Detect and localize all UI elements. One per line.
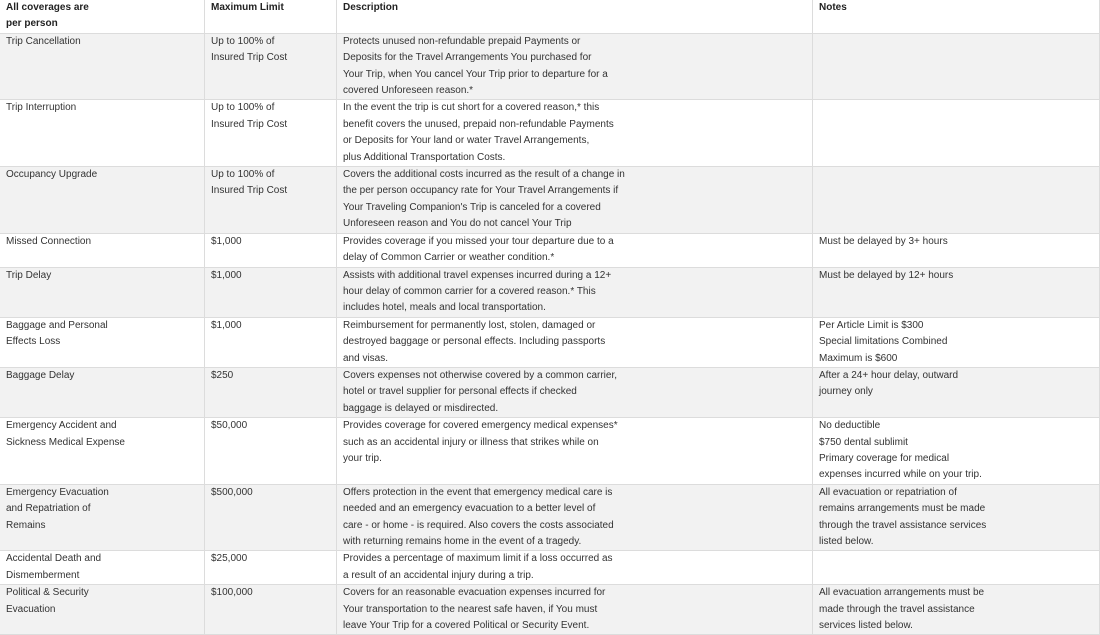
description-text: Offers protection in the event that emergency medical care is: [343, 486, 613, 498]
notes-text: Primary coverage for medical: [819, 452, 950, 464]
limit-text: Insured Trip Cost: [211, 52, 288, 64]
notes-text: After a 24+ hour delay, outward: [819, 369, 959, 381]
coverage-text: and Repatriation of: [6, 503, 91, 515]
notes-text: $750 dental sublimit: [819, 436, 908, 448]
table-row: [0, 267, 1100, 317]
table-row: [0, 418, 1100, 485]
notes-text: All evacuation arrangements must be: [819, 587, 985, 599]
limit-cell: [205, 33, 337, 100]
description-text: covered Unforeseen reason.*: [343, 85, 474, 97]
coverage-cell: [0, 100, 205, 167]
coverage-text: Trip Cancellation: [6, 35, 81, 47]
description-text: destroyed baggage or personal effects. Including passports: [343, 336, 606, 348]
notes-text: remains arrangements must be made: [819, 503, 986, 515]
coverage-cell: [0, 167, 205, 234]
limit-cell: [205, 585, 337, 635]
table-row: [0, 585, 1100, 635]
description-text: includes hotel, meals and local transportation.: [343, 302, 546, 314]
notes-text: listed below.: [819, 536, 874, 547]
notes-text: Per Article Limit is $300: [819, 319, 924, 331]
description-cell: [337, 233, 813, 267]
notes-cell: [813, 551, 1100, 585]
description-text: plus Additional Transportation Costs.: [343, 151, 506, 163]
description-text: a result of an accidental injury during a trip.: [343, 569, 534, 581]
description-text: Provides a percentage of maximum limit if a loss occurred as: [343, 553, 613, 565]
description-text: hotel or travel supplier for personal effects if checked: [343, 386, 577, 398]
coverage-text: Dismemberment: [6, 569, 80, 581]
coverage-text: Baggage and Personal: [6, 319, 108, 331]
limit-cell: [205, 484, 337, 551]
coverage-text: Effects Loss: [6, 336, 61, 348]
table-row: [0, 33, 1100, 100]
coverage-text: Remains: [6, 519, 46, 531]
description-text: needed and an emergency evacuation to a better level of: [343, 503, 596, 515]
description-cell: [337, 551, 813, 585]
notes-cell: [813, 317, 1100, 367]
coverage-cell: [0, 585, 205, 635]
description-cell: [337, 33, 813, 100]
column-header-description: [337, 0, 813, 33]
column-header-coverage: [0, 0, 205, 33]
description-text: and visas.: [343, 352, 389, 364]
notes-cell: [813, 418, 1100, 485]
table-row: [0, 484, 1100, 551]
table-row: [0, 551, 1100, 585]
limit-cell: [205, 167, 337, 234]
description-cell: [337, 317, 813, 367]
notes-text: Maximum is $600: [819, 352, 898, 364]
notes-cell: [813, 167, 1100, 234]
limit-text: $25,000: [211, 553, 248, 565]
description-text: Unforeseen reason and You do not cancel Your Trip: [343, 218, 572, 230]
description-text: Your Traveling Companion's Trip is canceled for a covered: [343, 201, 601, 213]
limit-cell: [205, 367, 337, 417]
notes-text: journey only: [819, 386, 873, 398]
limit-cell: [205, 317, 337, 367]
description-text: Protects unused non-refundable prepaid Payments or: [343, 35, 581, 47]
header-row: [0, 0, 1100, 33]
description-text: Provides coverage if you missed your tour departure due to a: [343, 235, 614, 247]
description-text: care - or home - is required. Also covers the costs associated: [343, 519, 614, 531]
description-cell: [337, 267, 813, 317]
description-cell: [337, 367, 813, 417]
limit-cell: [205, 100, 337, 167]
coverage-text: Missed Connection: [6, 235, 92, 247]
coverage-text: Baggage Delay: [6, 369, 75, 381]
notes-text: Must be delayed by 12+ hours: [819, 269, 954, 281]
notes-cell: [813, 33, 1100, 100]
limit-text: Up to 100% of: [211, 102, 275, 114]
limit-text: Insured Trip Cost: [211, 118, 288, 130]
notes-cell: [813, 367, 1100, 417]
description-text: Covers for an reasonable evacuation expenses incurred for: [343, 587, 606, 599]
description-text: the per person occupancy rate for Your Travel Arrangements if: [343, 185, 619, 197]
description-text: Your transportation to the nearest safe haven, if You must: [343, 603, 598, 615]
notes-text: All evacuation or repatriation of: [819, 486, 957, 498]
coverage-text: Accidental Death and: [6, 553, 102, 565]
description-text: In the event the trip is cut short for a covered reason,* this: [343, 102, 600, 114]
notes-cell: [813, 233, 1100, 267]
notes-cell: [813, 267, 1100, 317]
coverage-text: Trip Interruption: [6, 102, 77, 114]
limit-cell: [205, 233, 337, 267]
description-text: such as an accidental injury or illness that strikes while on: [343, 436, 599, 448]
limit-text: $1,000: [211, 269, 242, 281]
table-row: [0, 167, 1100, 234]
notes-cell: [813, 484, 1100, 551]
description-text: Deposits for the Travel Arrangements You purchased for: [343, 52, 592, 64]
description-text: or Deposits for Your land or water Travel Arrangements,: [343, 135, 590, 147]
limit-cell: [205, 418, 337, 485]
coverage-cell: [0, 317, 205, 367]
coverage-text: Occupancy Upgrade: [6, 169, 98, 181]
coverage-cell: [0, 33, 205, 100]
limit-cell: [205, 267, 337, 317]
description-text: benefit covers the unused, prepaid non-refundable Payments: [343, 118, 614, 130]
coverage-text: Emergency Accident and: [6, 420, 117, 432]
coverage-text: Emergency Evacuation: [6, 486, 109, 498]
limit-text: $500,000: [211, 486, 253, 498]
limit-text: $250: [211, 369, 234, 381]
description-text: Assists with additional travel expenses incurred during a 12+: [343, 269, 612, 281]
notes-text: expenses incurred while on your trip.: [819, 469, 982, 481]
description-cell: [337, 100, 813, 167]
description-cell: [337, 167, 813, 234]
description-text: Provides coverage for covered emergency medical expenses*: [343, 420, 618, 432]
description-text: your trip.: [343, 452, 382, 464]
limit-text: Up to 100% of: [211, 169, 275, 181]
notes-text: through the travel assistance services: [819, 519, 987, 531]
coverage-cell: [0, 233, 205, 267]
table-row: [0, 233, 1100, 267]
description-text: Covers expenses not otherwise covered by a common carrier,: [343, 369, 618, 381]
header-text: Description: [343, 2, 399, 13]
coverage-text: Trip Delay: [6, 269, 52, 281]
table-row: [0, 317, 1100, 367]
notes-text: No deductible: [819, 420, 881, 432]
coverage-text: Evacuation: [6, 603, 56, 615]
description-text: with returning remains home in the event of a tragedy.: [343, 536, 582, 547]
description-text: hour delay of common carrier for a covered reason.* This: [343, 285, 596, 297]
notes-cell: [813, 585, 1100, 635]
notes-text: made through the travel assistance: [819, 603, 975, 615]
description-cell: [337, 484, 813, 551]
limit-text: $1,000: [211, 319, 242, 331]
header-text: Maximum Limit: [211, 2, 284, 13]
notes-text: services listed below.: [819, 620, 913, 632]
description-cell: [337, 418, 813, 485]
header-text: Notes: [819, 2, 847, 13]
coverage-cell: [0, 551, 205, 585]
notes-text: Must be delayed by 3+ hours: [819, 235, 948, 247]
limit-text: $50,000: [211, 420, 248, 432]
coverage-cell: [0, 484, 205, 551]
coverage-cell: [0, 367, 205, 417]
description-text: Reimbursement for permanently lost, stolen, damaged or: [343, 319, 596, 331]
description-text: leave Your Trip for a covered Political or Security Event.: [343, 620, 590, 632]
limit-text: $100,000: [211, 587, 253, 599]
description-text: baggage is delayed or misdirected.: [343, 402, 499, 414]
notes-cell: [813, 100, 1100, 167]
limit-text: Insured Trip Cost: [211, 185, 288, 197]
description-text: Your Trip, when You cancel Your Trip prior to departure for a: [343, 68, 608, 80]
limit-text: Up to 100% of: [211, 35, 275, 47]
coverage-cell: [0, 267, 205, 317]
table-row: [0, 100, 1100, 167]
description-text: Covers the additional costs incurred as the result of a change in: [343, 169, 625, 181]
limit-cell: [205, 551, 337, 585]
description-text: delay of Common Carrier or weather condition.*: [343, 252, 555, 264]
column-header-limit: [205, 0, 337, 33]
notes-text: Special limitations Combined: [819, 336, 948, 348]
column-header-notes: [813, 0, 1100, 33]
table-row: [0, 367, 1100, 417]
coverage-text: Political & Security: [6, 587, 89, 599]
limit-text: $1,000: [211, 235, 242, 247]
header-text: All coverages are: [6, 2, 89, 13]
header-text: per person: [6, 18, 58, 30]
description-cell: [337, 585, 813, 635]
coverage-text: Sickness Medical Expense: [6, 436, 125, 448]
coverage-cell: [0, 418, 205, 485]
